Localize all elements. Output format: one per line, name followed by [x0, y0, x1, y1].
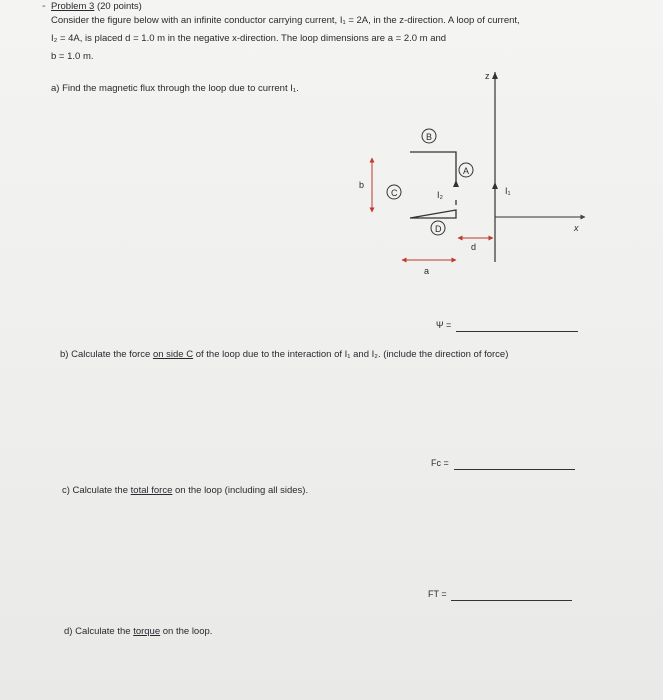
question-d-post: on the loop. — [160, 626, 213, 637]
psi-answer-label: Ψ = — [436, 320, 452, 330]
question-b-underlined: on side C — [152, 349, 194, 360]
question-b — [60, 348, 508, 361]
question-d-pre: d) Calculate the — [64, 626, 134, 637]
label-z: z — [485, 71, 490, 81]
label-i2: I₂ — [437, 190, 443, 200]
problem-statement-line-3: b = 1.0 m. — [51, 51, 94, 62]
fc-answer-label: Fc = — [431, 458, 449, 468]
current-i2-arrow-icon — [453, 180, 459, 187]
question-a: a) Find the magnetic flux through the loop due to current I₁. — [51, 83, 299, 94]
question-c — [62, 484, 308, 497]
list-bullet: - — [42, 0, 46, 12]
conductor-arrow-icon — [492, 72, 498, 79]
question-c-post: on the loop (including all sides). — [172, 485, 309, 496]
ft-answer-label: FT = — [428, 589, 447, 599]
question-b-post: of the loop due to the interaction of I₁ and I₂. (include the direction of force) — [193, 349, 509, 360]
label-x: x — [574, 223, 579, 233]
ft-answer-line[interactable] — [451, 600, 572, 601]
question-d-underlined: torque — [133, 626, 161, 637]
question-c-underlined: total force — [130, 485, 173, 496]
problem-statement-line-1: Consider the figure below with an infinite conductor carrying current, I₁ = 2A, in the z-direction. A loop of current, — [51, 15, 520, 26]
label-dim-b: b — [359, 180, 365, 190]
label-dim-a: a — [424, 266, 430, 276]
question-b-pre: b) Calculate the force — [60, 349, 153, 360]
current-i1-arrow-icon — [492, 182, 498, 189]
question-c-pre: c) Calculate the — [62, 485, 131, 496]
problem-points: (20 points) — [96, 1, 142, 12]
label-side-d: D — [435, 224, 442, 234]
label-i1: I₁ — [505, 186, 511, 196]
current-loop — [410, 152, 456, 218]
question-d — [64, 625, 212, 638]
problem-title-main: Problem 3 — [51, 1, 95, 12]
label-side-b: B — [426, 132, 433, 142]
label-dim-d: d — [471, 242, 477, 252]
label-side-c: C — [391, 188, 398, 198]
fc-answer-line[interactable] — [454, 469, 575, 470]
psi-answer-line[interactable] — [456, 331, 578, 332]
label-side-a: A — [463, 166, 470, 176]
problem-statement-line-2: I₂ = 4A, is placed d = 1.0 m in the negative x-direction. The loop dimensions are a = 2.0 m and — [51, 33, 447, 44]
